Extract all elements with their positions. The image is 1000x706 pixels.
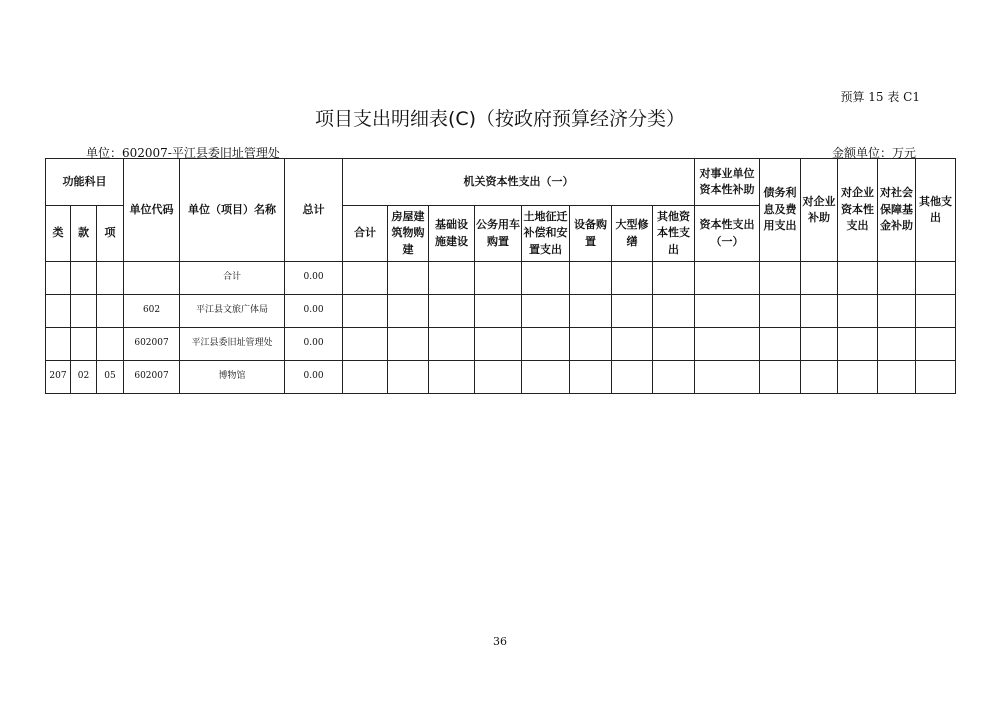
cell-empty — [343, 262, 388, 295]
cell-empty — [429, 361, 475, 394]
header-building: 房屋建筑物购建 — [388, 206, 429, 262]
cell-empty — [653, 328, 695, 361]
cell-total: 0.00 — [285, 328, 343, 361]
cell-unit-code: 602007 — [124, 361, 180, 394]
header-function-subject: 功能科目 — [46, 159, 124, 206]
cell-empty — [429, 262, 475, 295]
cell-empty — [570, 295, 612, 328]
cell-lei — [46, 262, 71, 295]
form-code: 预算 15 表 C1 — [840, 90, 920, 104]
cell-empty — [760, 328, 801, 361]
header-institution-subsidy-sub: 资本性支出（一） — [695, 206, 760, 262]
cell-empty — [916, 361, 956, 394]
header-debt-interest: 债务利息及费用支出 — [760, 159, 801, 262]
header-social-security-fund: 对社会保障基金补助 — [878, 159, 916, 262]
cell-total: 0.00 — [285, 295, 343, 328]
header-infrastructure: 基础设施建设 — [429, 206, 475, 262]
cell-empty — [343, 361, 388, 394]
cell-empty — [522, 262, 570, 295]
header-subtotal: 合计 — [343, 206, 388, 262]
header-total: 总计 — [285, 159, 343, 262]
cell-empty — [653, 361, 695, 394]
cell-empty — [878, 262, 916, 295]
cell-kuan — [71, 295, 97, 328]
cell-empty — [429, 328, 475, 361]
cell-lei — [46, 328, 71, 361]
cell-unit-code: 602 — [124, 295, 180, 328]
cell-total: 0.00 — [285, 361, 343, 394]
header-land-compensation: 土地征迁补偿和安置支出 — [522, 206, 570, 262]
cell-empty — [760, 295, 801, 328]
header-other-capital: 其他资本性支出 — [653, 206, 695, 262]
cell-empty — [522, 328, 570, 361]
cell-empty — [612, 328, 653, 361]
cell-empty — [916, 328, 956, 361]
cell-empty — [801, 361, 838, 394]
cell-empty — [570, 361, 612, 394]
cell-empty — [838, 295, 878, 328]
cell-empty — [612, 262, 653, 295]
table-row — [46, 361, 956, 394]
cell-empty — [475, 361, 522, 394]
cell-empty — [916, 295, 956, 328]
cell-xiang — [97, 328, 124, 361]
cell-lei — [46, 295, 71, 328]
cell-unit-code: 602007 — [124, 328, 180, 361]
header-institution-subsidy: 对事业单位资本性补助 — [695, 159, 760, 206]
page-number: 36 — [493, 635, 507, 648]
header-unit-name: 单位（项目）名称 — [180, 159, 285, 262]
expenditure-table — [45, 158, 956, 394]
header-official-vehicle: 公务用车购置 — [475, 206, 522, 262]
cell-empty — [760, 262, 801, 295]
cell-empty — [522, 295, 570, 328]
cell-empty — [695, 328, 760, 361]
cell-unit-code — [124, 262, 180, 295]
cell-unit-name: 博物馆 — [180, 361, 285, 394]
cell-empty — [695, 262, 760, 295]
cell-empty — [388, 328, 429, 361]
cell-empty — [878, 361, 916, 394]
cell-xiang — [97, 295, 124, 328]
cell-empty — [653, 295, 695, 328]
cell-empty — [475, 262, 522, 295]
cell-kuan — [71, 262, 97, 295]
header-lei: 类 — [46, 206, 71, 262]
header-other-expense: 其他支出 — [916, 159, 956, 262]
table-row — [46, 262, 956, 295]
header-enterprise-capital: 对企业资本性支出 — [838, 159, 878, 262]
cell-empty — [612, 295, 653, 328]
header-enterprise-subsidy: 对企业补助 — [801, 159, 838, 262]
cell-lei: 207 — [46, 361, 71, 394]
cell-empty — [475, 295, 522, 328]
cell-empty — [801, 328, 838, 361]
cell-empty — [388, 295, 429, 328]
cell-empty — [522, 361, 570, 394]
cell-empty — [838, 328, 878, 361]
cell-unit-name: 平江县文旅广体局 — [180, 295, 285, 328]
cell-empty — [388, 262, 429, 295]
cell-empty — [695, 361, 760, 394]
header-major-repair: 大型修缮 — [612, 206, 653, 262]
cell-empty — [429, 295, 475, 328]
cell-empty — [475, 328, 522, 361]
cell-empty — [801, 262, 838, 295]
cell-empty — [612, 361, 653, 394]
table-row — [46, 295, 956, 328]
amount-unit-label: 金额单位：万元 — [831, 146, 916, 160]
cell-kuan: 02 — [71, 361, 97, 394]
cell-empty — [916, 262, 956, 295]
cell-empty — [838, 361, 878, 394]
cell-empty — [878, 328, 916, 361]
cell-xiang — [97, 262, 124, 295]
cell-empty — [343, 295, 388, 328]
table-row — [46, 328, 956, 361]
cell-xiang: 05 — [97, 361, 124, 394]
unit-label: 单位：602007-平江县委旧址管理处 — [86, 146, 280, 160]
header-unit-code: 单位代码 — [124, 159, 180, 262]
header-xiang: 项 — [97, 206, 124, 262]
cell-empty — [878, 295, 916, 328]
cell-empty — [570, 328, 612, 361]
page-title: 项目支出明细表(C)（按政府预算经济分类） — [314, 108, 686, 130]
cell-empty — [695, 295, 760, 328]
header-equipment: 设备购置 — [570, 206, 612, 262]
cell-total: 0.00 — [285, 262, 343, 295]
cell-empty — [760, 361, 801, 394]
cell-empty — [570, 262, 612, 295]
cell-empty — [801, 295, 838, 328]
header-agency-capital: 机关资本性支出（一） — [343, 159, 695, 206]
cell-empty — [388, 361, 429, 394]
header-kuan: 款 — [71, 206, 97, 262]
cell-empty — [653, 262, 695, 295]
cell-unit-name: 平江县委旧址管理处 — [180, 328, 285, 361]
cell-empty — [343, 328, 388, 361]
cell-unit-name: 合计 — [180, 262, 285, 295]
cell-empty — [838, 262, 878, 295]
cell-kuan — [71, 328, 97, 361]
